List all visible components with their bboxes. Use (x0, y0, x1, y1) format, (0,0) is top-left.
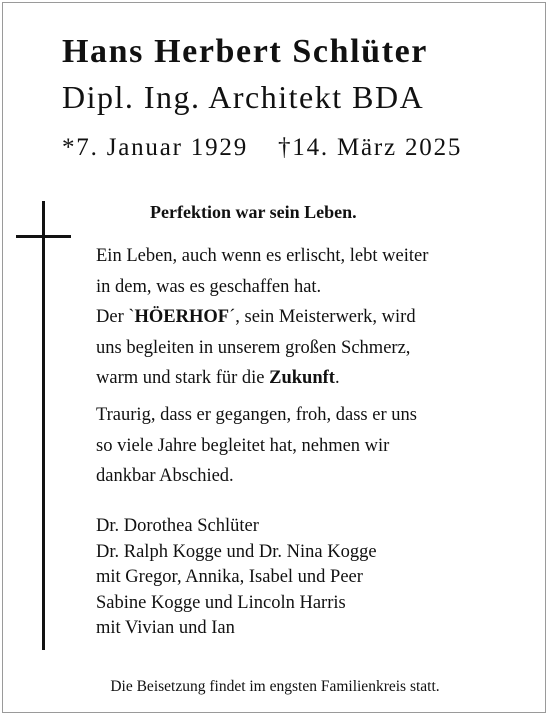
mourner-line: mit Vivian und Ian (96, 618, 235, 638)
poem-line: Ein Leben, auch wenn es erlischt, lebt weiter (96, 246, 429, 266)
birth-date: *7. Januar 1929 (62, 134, 248, 161)
memorial-poem (96, 241, 428, 394)
death-date: †14. März 2025 (278, 134, 463, 161)
poem-text: warm und stark für die (96, 368, 270, 388)
deceased-profession: Dipl. Ing. Architekt BDA (62, 79, 425, 115)
poem-line (96, 363, 428, 394)
motto: Perfektion war sein Leben. (150, 202, 357, 222)
deceased-name: Hans Herbert Schlüter (62, 33, 428, 70)
mourner-line: Sabine Kogge und Lincoln Harris (96, 592, 346, 613)
farewell-line: Traurig, dass er gegangen, froh, dass er uns (96, 405, 417, 425)
farewell-line: so viele Jahre begleitet hat, nehmen wir (96, 435, 390, 456)
mourners-list (96, 514, 377, 642)
poem-emphasis: HÖERHOF (134, 307, 230, 327)
poem-text: Der ` (96, 307, 135, 327)
poem-emphasis: Zukunft (269, 368, 335, 388)
farewell-text (96, 400, 417, 492)
poem-line: uns begleiten in unserem großen Schmerz, (96, 337, 411, 358)
burial-note: Die Beisetzung findet im engsten Familienkreis statt. (110, 678, 440, 695)
poem-text: ´, sein Meisterwerk, wird (229, 307, 416, 327)
life-dates (62, 134, 462, 162)
mourner-line: Dr. Ralph Kogge und Dr. Nina Kogge (96, 541, 377, 562)
poem-text: . (334, 368, 340, 388)
poem-line: in dem, was es geschaffen hat. (96, 276, 322, 297)
poem-line (96, 302, 428, 333)
cross-icon (42, 201, 45, 650)
cross-icon-bar (16, 235, 71, 238)
mourner-line: mit Gregor, Annika, Isabel und Peer (96, 567, 363, 587)
farewell-line: dankbar Abschied. (96, 466, 234, 486)
mourner-line: Dr. Dorothea Schlüter (96, 516, 259, 536)
